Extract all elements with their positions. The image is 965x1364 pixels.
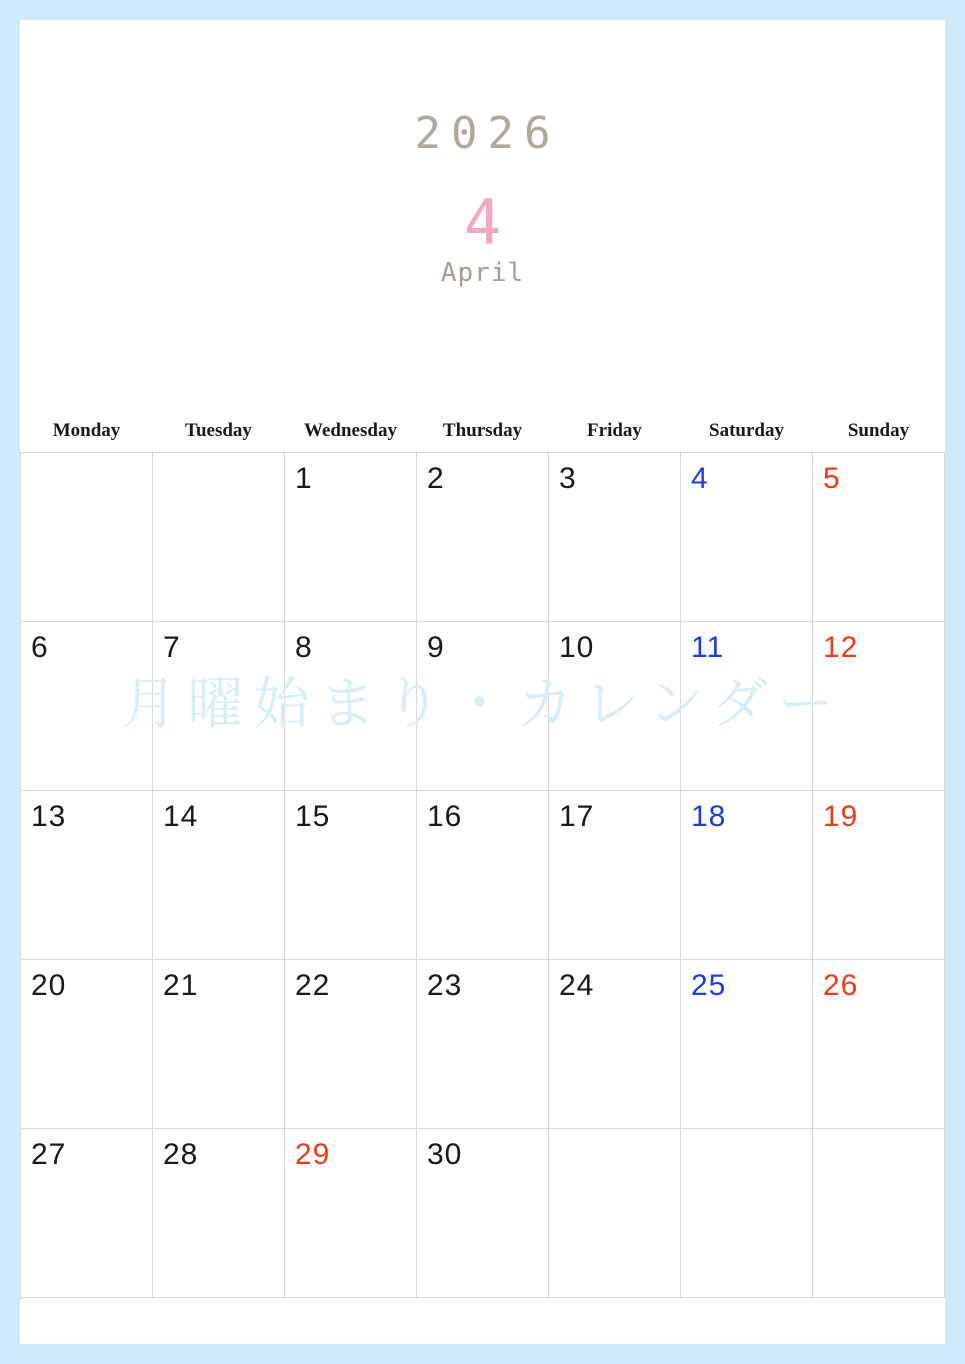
month-name-label: April — [440, 258, 525, 288]
calendar-empty-cell — [813, 1129, 945, 1298]
day-number: 26 — [823, 969, 859, 1002]
day-number: 15 — [295, 800, 331, 833]
calendar-day-cell[interactable] — [681, 622, 813, 791]
day-number: 17 — [559, 800, 595, 833]
calendar-day-cell[interactable] — [285, 622, 417, 791]
day-number: 29 — [295, 1138, 331, 1171]
calendar-day-cell[interactable] — [813, 622, 945, 791]
day-number: 28 — [163, 1138, 199, 1171]
calendar-day-cell[interactable] — [681, 960, 813, 1129]
calendar-day-cell[interactable] — [21, 960, 153, 1129]
calendar-day-cell[interactable] — [417, 622, 549, 791]
calendar-day-cell[interactable] — [153, 622, 285, 791]
calendar-day-cell[interactable] — [285, 1129, 417, 1298]
day-number: 16 — [427, 800, 463, 833]
calendar-body — [21, 453, 945, 1298]
day-number: 4 — [691, 462, 709, 495]
calendar-day-cell[interactable] — [549, 453, 681, 622]
year-label: 2026 — [414, 108, 561, 159]
day-number: 21 — [163, 969, 199, 1002]
day-number: 27 — [31, 1138, 67, 1171]
calendar-day-cell[interactable] — [21, 791, 153, 960]
calendar-day-cell[interactable] — [153, 1129, 285, 1298]
day-number: 10 — [559, 631, 595, 664]
day-number: 20 — [31, 969, 67, 1002]
calendar-page — [20, 20, 945, 1344]
calendar-week-row — [21, 622, 945, 791]
day-number: 22 — [295, 969, 331, 1002]
calendar-day-cell[interactable] — [153, 960, 285, 1129]
day-number — [549, 1129, 680, 1140]
calendar-day-cell[interactable] — [417, 960, 549, 1129]
day-number: 5 — [823, 462, 841, 495]
day-number: 30 — [427, 1138, 463, 1171]
calendar-week-row — [21, 960, 945, 1129]
calendar-empty-cell — [21, 453, 153, 622]
calendar-day-cell[interactable] — [417, 453, 549, 622]
month-number-label: 4 — [463, 186, 502, 259]
calendar-header-row — [21, 420, 945, 453]
day-number: 11 — [691, 631, 725, 664]
calendar-week-row — [21, 453, 945, 622]
day-number — [153, 453, 284, 464]
day-number: 6 — [31, 631, 49, 664]
calendar-day-cell[interactable] — [153, 791, 285, 960]
day-number: 18 — [691, 800, 727, 833]
weekday-header-monday: Monday — [52, 420, 121, 441]
weekday-header-wednesday: Wednesday — [304, 420, 397, 441]
day-number: 19 — [823, 800, 859, 833]
calendar-header — [20, 20, 945, 420]
weekday-header-tuesday: Tuesday — [185, 420, 252, 441]
calendar-day-cell[interactable] — [21, 622, 153, 791]
day-number: 9 — [427, 631, 445, 664]
day-number: 1 — [295, 462, 313, 495]
weekday-header-saturday: Saturday — [709, 420, 784, 441]
day-number — [681, 1129, 812, 1140]
calendar-day-cell[interactable] — [417, 791, 549, 960]
watermark-text: 月曜始まり・カレンダー — [121, 672, 844, 737]
calendar-empty-cell — [549, 1129, 681, 1298]
day-number: 7 — [163, 631, 181, 664]
day-number: 23 — [427, 969, 463, 1002]
weekday-header-friday: Friday — [587, 420, 642, 441]
calendar-day-cell[interactable] — [285, 960, 417, 1129]
day-number: 12 — [823, 631, 859, 664]
calendar-day-cell[interactable] — [21, 1129, 153, 1298]
calendar-day-cell[interactable] — [681, 453, 813, 622]
day-number — [813, 1129, 944, 1140]
day-number: 24 — [559, 969, 595, 1002]
calendar-table — [20, 420, 945, 1298]
calendar-day-cell[interactable] — [285, 791, 417, 960]
calendar-day-cell[interactable] — [813, 791, 945, 960]
calendar-day-cell[interactable] — [549, 622, 681, 791]
calendar-empty-cell — [153, 453, 285, 622]
calendar-day-cell[interactable] — [549, 791, 681, 960]
calendar-day-cell[interactable] — [813, 453, 945, 622]
day-number: 14 — [163, 800, 199, 833]
weekday-header-sunday: Sunday — [847, 420, 910, 441]
day-number: 25 — [691, 969, 727, 1002]
calendar-day-cell[interactable] — [681, 791, 813, 960]
day-number: 3 — [559, 462, 577, 495]
calendar-day-cell[interactable] — [813, 960, 945, 1129]
day-number: 13 — [31, 800, 67, 833]
day-number: 2 — [427, 462, 445, 495]
calendar-week-row — [21, 791, 945, 960]
day-number: 8 — [295, 631, 313, 664]
weekday-header-thursday: Thursday — [442, 420, 523, 441]
calendar-day-cell[interactable] — [285, 453, 417, 622]
calendar-grid-wrapper — [20, 420, 945, 1298]
calendar-week-row — [21, 1129, 945, 1298]
calendar-day-cell[interactable] — [417, 1129, 549, 1298]
calendar-day-cell[interactable] — [549, 960, 681, 1129]
day-number — [21, 453, 152, 464]
calendar-empty-cell — [681, 1129, 813, 1298]
